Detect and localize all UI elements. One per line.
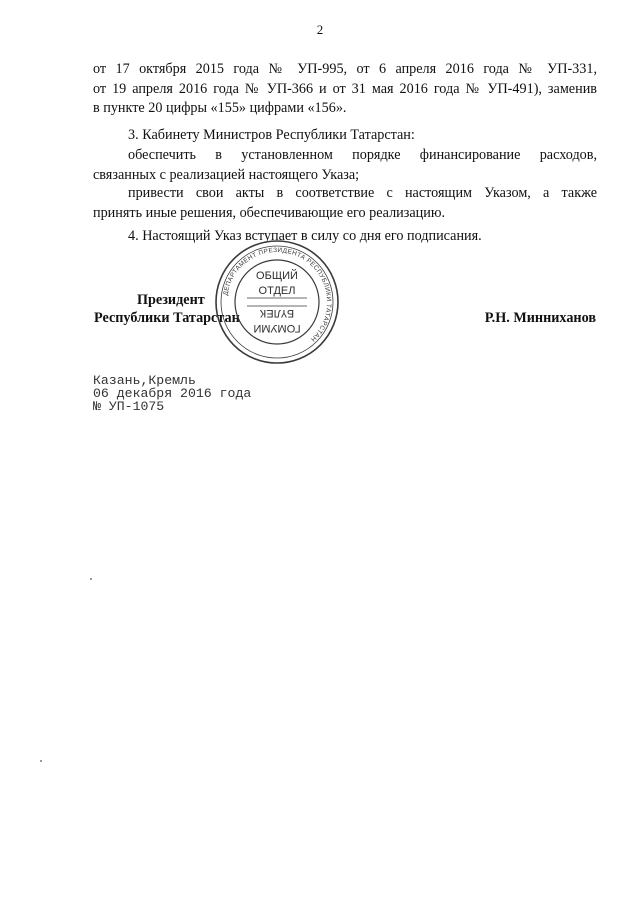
stamp-outer-text: ДЕПАРТАМЕНТ ПРЕЗИДЕНТА РЕСПУБЛИКИ ТАТАРСТАН: [222, 246, 333, 343]
issue-place: Казань,Кремль: [93, 373, 196, 388]
stamp-line2: ОТДЕЛ: [258, 285, 296, 297]
issue-date: 06 декабря 2016 года: [93, 386, 252, 401]
stamp-line3: БҮЛЕК: [259, 307, 295, 319]
signatory-title-line2: Республики Татарстан: [94, 310, 240, 326]
paragraph-line: связанных с реализацией настоящего Указа;: [93, 166, 360, 183]
point3-item-b: [93, 184, 597, 223]
stamp-line1: ОБЩИЙ: [256, 270, 298, 282]
signatory-title-line1: Президент: [137, 292, 205, 308]
stamp-line4: ГОМУМИ: [253, 322, 301, 334]
point4: 4. Настоящий Указ вступает в силу со дня его подписания.: [128, 228, 482, 244]
paragraph-line: принять иные решения, обеспечивающие его реализацию.: [93, 204, 445, 221]
paragraph-line: обеспечить в установленном порядке финансирование расходов,: [128, 147, 597, 163]
scan-speck: [40, 760, 42, 762]
paragraph-line: привести свои акты в соответствие с настоящим Указом, а также: [128, 185, 597, 201]
point3-title: 3. Кабинету Министров Республики Татарстан:: [128, 127, 415, 143]
signatory-name: Р.Н. Минниханов: [484, 310, 596, 326]
paragraph-line: от 19 апреля 2016 года № УП-366 и от 31 мая 2016 года № УП-491), заменив: [93, 80, 597, 97]
document-number: № УП-1075: [93, 399, 165, 414]
page-number: 2: [316, 22, 324, 37]
paragraph-line: в пункте 20 цифры «155» цифрами «156».: [93, 100, 347, 116]
scan-speck: [90, 578, 92, 580]
paragraph-line: от 17 октября 2015 года № УП-995, от 6 апреля 2016 года № УП-331,: [93, 61, 597, 77]
official-stamp: [214, 239, 340, 365]
paragraph-continuation: [93, 60, 597, 119]
point3-item-a: [93, 146, 597, 185]
